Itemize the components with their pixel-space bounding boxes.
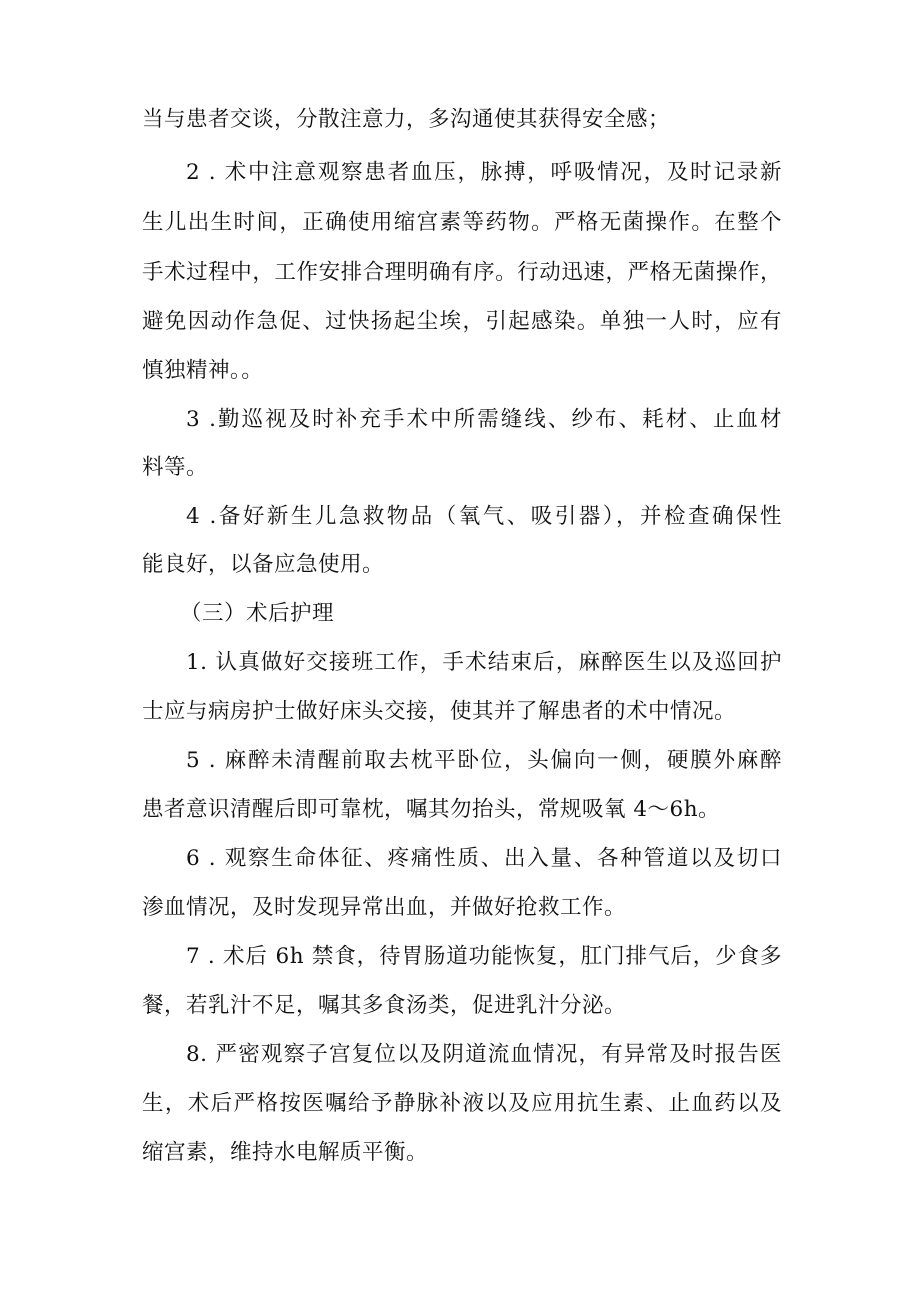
text-line: 手术过程中，工作安排合理明确有序。行动迅速，严格无菌操作， [142, 260, 782, 285]
text-line: 3 .勤巡视及时补充手术中所需缝线、纱布、耗材、止血材 [186, 407, 782, 432]
text-line: 生，术后严格按医嘱给予静脉补液以及应用抗生素、止血药以及 [142, 1091, 782, 1116]
text-line: 患者意识清醒后即可靠枕，嘱其勿抬头，常规吸氧 4～6h。 [142, 797, 721, 822]
text-line: 7 . 术后 6h 禁食，待胃肠道功能恢复，肛门排气后，少食多 [186, 944, 782, 969]
section-heading: （三）术后护理 [180, 601, 335, 626]
text-line: 能良好，以备应急使用。 [142, 552, 385, 577]
text-line: 5 . 麻醉未清醒前取去枕平卧位，头偏向一侧，硬膜外麻醉 [186, 748, 782, 773]
text-line: 避免因动作急促、过快扬起尘埃，引起感染。单独一人时，应有 [142, 309, 782, 334]
text-line: 2 . 术中注意观察患者血压，脉搏，呼吸情况，及时记录新 [186, 160, 782, 185]
text-line: 慎独精神。。 [142, 358, 264, 383]
text-line: 餐，若乳汁不足，嘱其多食汤类，促进乳汁分泌。 [142, 993, 627, 1018]
text-line: 士应与病房护士做好床头交接，使其并了解患者的术中情况。 [142, 699, 737, 724]
text-line: 渗血情况，及时发现异常出血，并做好抢救工作。 [142, 895, 627, 920]
text-line: 缩宫素，维持水电解质平衡。 [142, 1140, 429, 1165]
text-line: 4 .备好新生儿急救物品（氧气、吸引器），并检查确保性 [186, 504, 782, 529]
text-line: 料等。 [142, 455, 209, 480]
text-line: 6 . 观察生命体征、疼痛性质、出入量、各种管道以及切口 [186, 846, 782, 871]
text-line: 8. 严密观察子宫复位以及阴道流血情况，有异常及时报告医 [186, 1042, 782, 1067]
text-line: 当与患者交谈，分散注意力，多沟通使其获得安全感； [142, 107, 671, 132]
text-line: 1. 认真做好交接班工作，手术结束后，麻醉医生以及巡回护 [186, 650, 782, 675]
text-line: 生儿出生时间，正确使用缩宫素等药物。严格无菌操作。在整个 [142, 210, 782, 235]
